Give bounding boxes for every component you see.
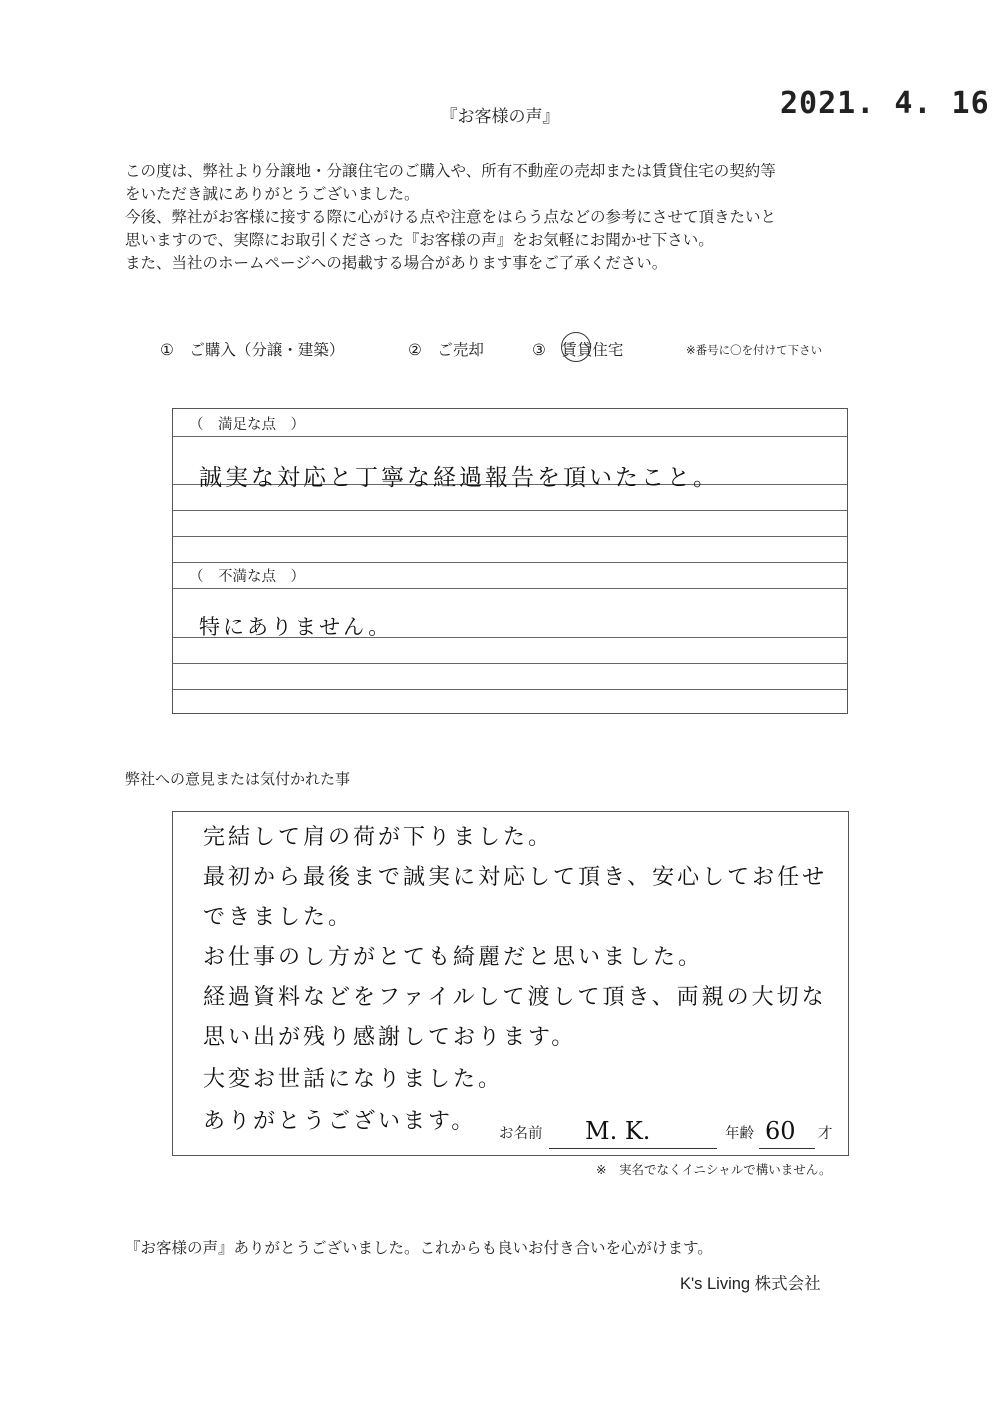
age-underline bbox=[759, 1148, 815, 1149]
closing-message: 『お客様の声』ありがとうございました。これからも良いお付き合いを心がけます。 bbox=[125, 1239, 713, 1257]
comment-line: 経過資料などをファイルして渡して頂き、両親の大切な bbox=[203, 985, 827, 1010]
comment-line: お仕事のし方がとても綺麗だと思いました。 bbox=[203, 945, 704, 970]
opinion-section-title: 弊社への意見または気付かれた事 bbox=[125, 770, 351, 788]
ruled-line bbox=[173, 663, 847, 664]
intro-line: この度は、弊社より分譲地・分譲住宅のご購入や、所有不動産の売却または賃貸住宅の契約等 bbox=[125, 162, 776, 180]
option-sale[interactable]: ② ご売却 bbox=[408, 341, 484, 359]
comment-line: 大変お世話になりました。 bbox=[203, 1067, 504, 1092]
name-underline bbox=[549, 1148, 717, 1149]
satisfied-label: （ 満足な点 ） bbox=[189, 417, 305, 433]
options-instruction-note: ※番号に〇を付けて下さい bbox=[686, 343, 823, 357]
name-handwritten-value: M. K. bbox=[585, 1117, 651, 1145]
option-purchase[interactable]: ① ご購入（分譲・建築） bbox=[160, 341, 345, 359]
age-label: 年齢 bbox=[725, 1126, 754, 1142]
ruled-line bbox=[173, 536, 847, 537]
intro-line: また、当社のホームページへの掲載する場合があります事をご了承ください。 bbox=[125, 254, 668, 272]
option-rental[interactable]: ③ 賃貸住宅 bbox=[532, 341, 624, 359]
comment-line: できました。 bbox=[203, 905, 354, 930]
age-handwritten-value: 60 bbox=[765, 1117, 796, 1145]
handwritten-date: 2021. 4. 16 bbox=[780, 86, 990, 121]
unsatisfied-label: （ 不満な点 ） bbox=[189, 569, 305, 585]
satisfied-handwritten-text: 誠実な対応と丁寧な経過報告を頂いたこと。 bbox=[199, 465, 719, 491]
initials-note: ※ 実名でなくイニシャルで構いません。 bbox=[596, 1162, 832, 1177]
comment-line: 完結して肩の荷が下りました。 bbox=[203, 825, 554, 850]
name-label: お名前 bbox=[499, 1126, 543, 1142]
intro-line: 今後、弊社がお客様に接する際に心がける点や注意をはらう点などの参考にさせて頂きたいと bbox=[125, 208, 777, 226]
ruled-line bbox=[173, 562, 847, 563]
ruled-line bbox=[173, 436, 847, 437]
intro-line: 思いますので、実際にお取引くださった『お客様の声』をお気軽にお聞かせ下さい。 bbox=[125, 231, 714, 249]
intro-paragraph bbox=[125, 160, 885, 275]
opinion-box bbox=[172, 811, 849, 1156]
intro-line: をいただき誠にありがとうございました。 bbox=[125, 185, 420, 203]
ruled-line bbox=[173, 689, 847, 690]
comment-line: 思い出が残り感謝しております。 bbox=[203, 1025, 577, 1050]
feedback-box bbox=[172, 408, 848, 714]
ruled-line bbox=[173, 588, 847, 589]
company-name: K's Living 株式会社 bbox=[680, 1275, 821, 1293]
ruled-line bbox=[173, 510, 847, 511]
comment-line: 最初から最後まで誠実に対応して頂き、安心してお任せ bbox=[203, 865, 828, 890]
unsatisfied-handwritten-text: 特にありません。 bbox=[199, 615, 393, 639]
page-title: 『お客様の声』 bbox=[440, 107, 560, 127]
comment-line: ありがとうございます。 bbox=[203, 1109, 477, 1134]
age-unit: 才 bbox=[818, 1126, 833, 1142]
